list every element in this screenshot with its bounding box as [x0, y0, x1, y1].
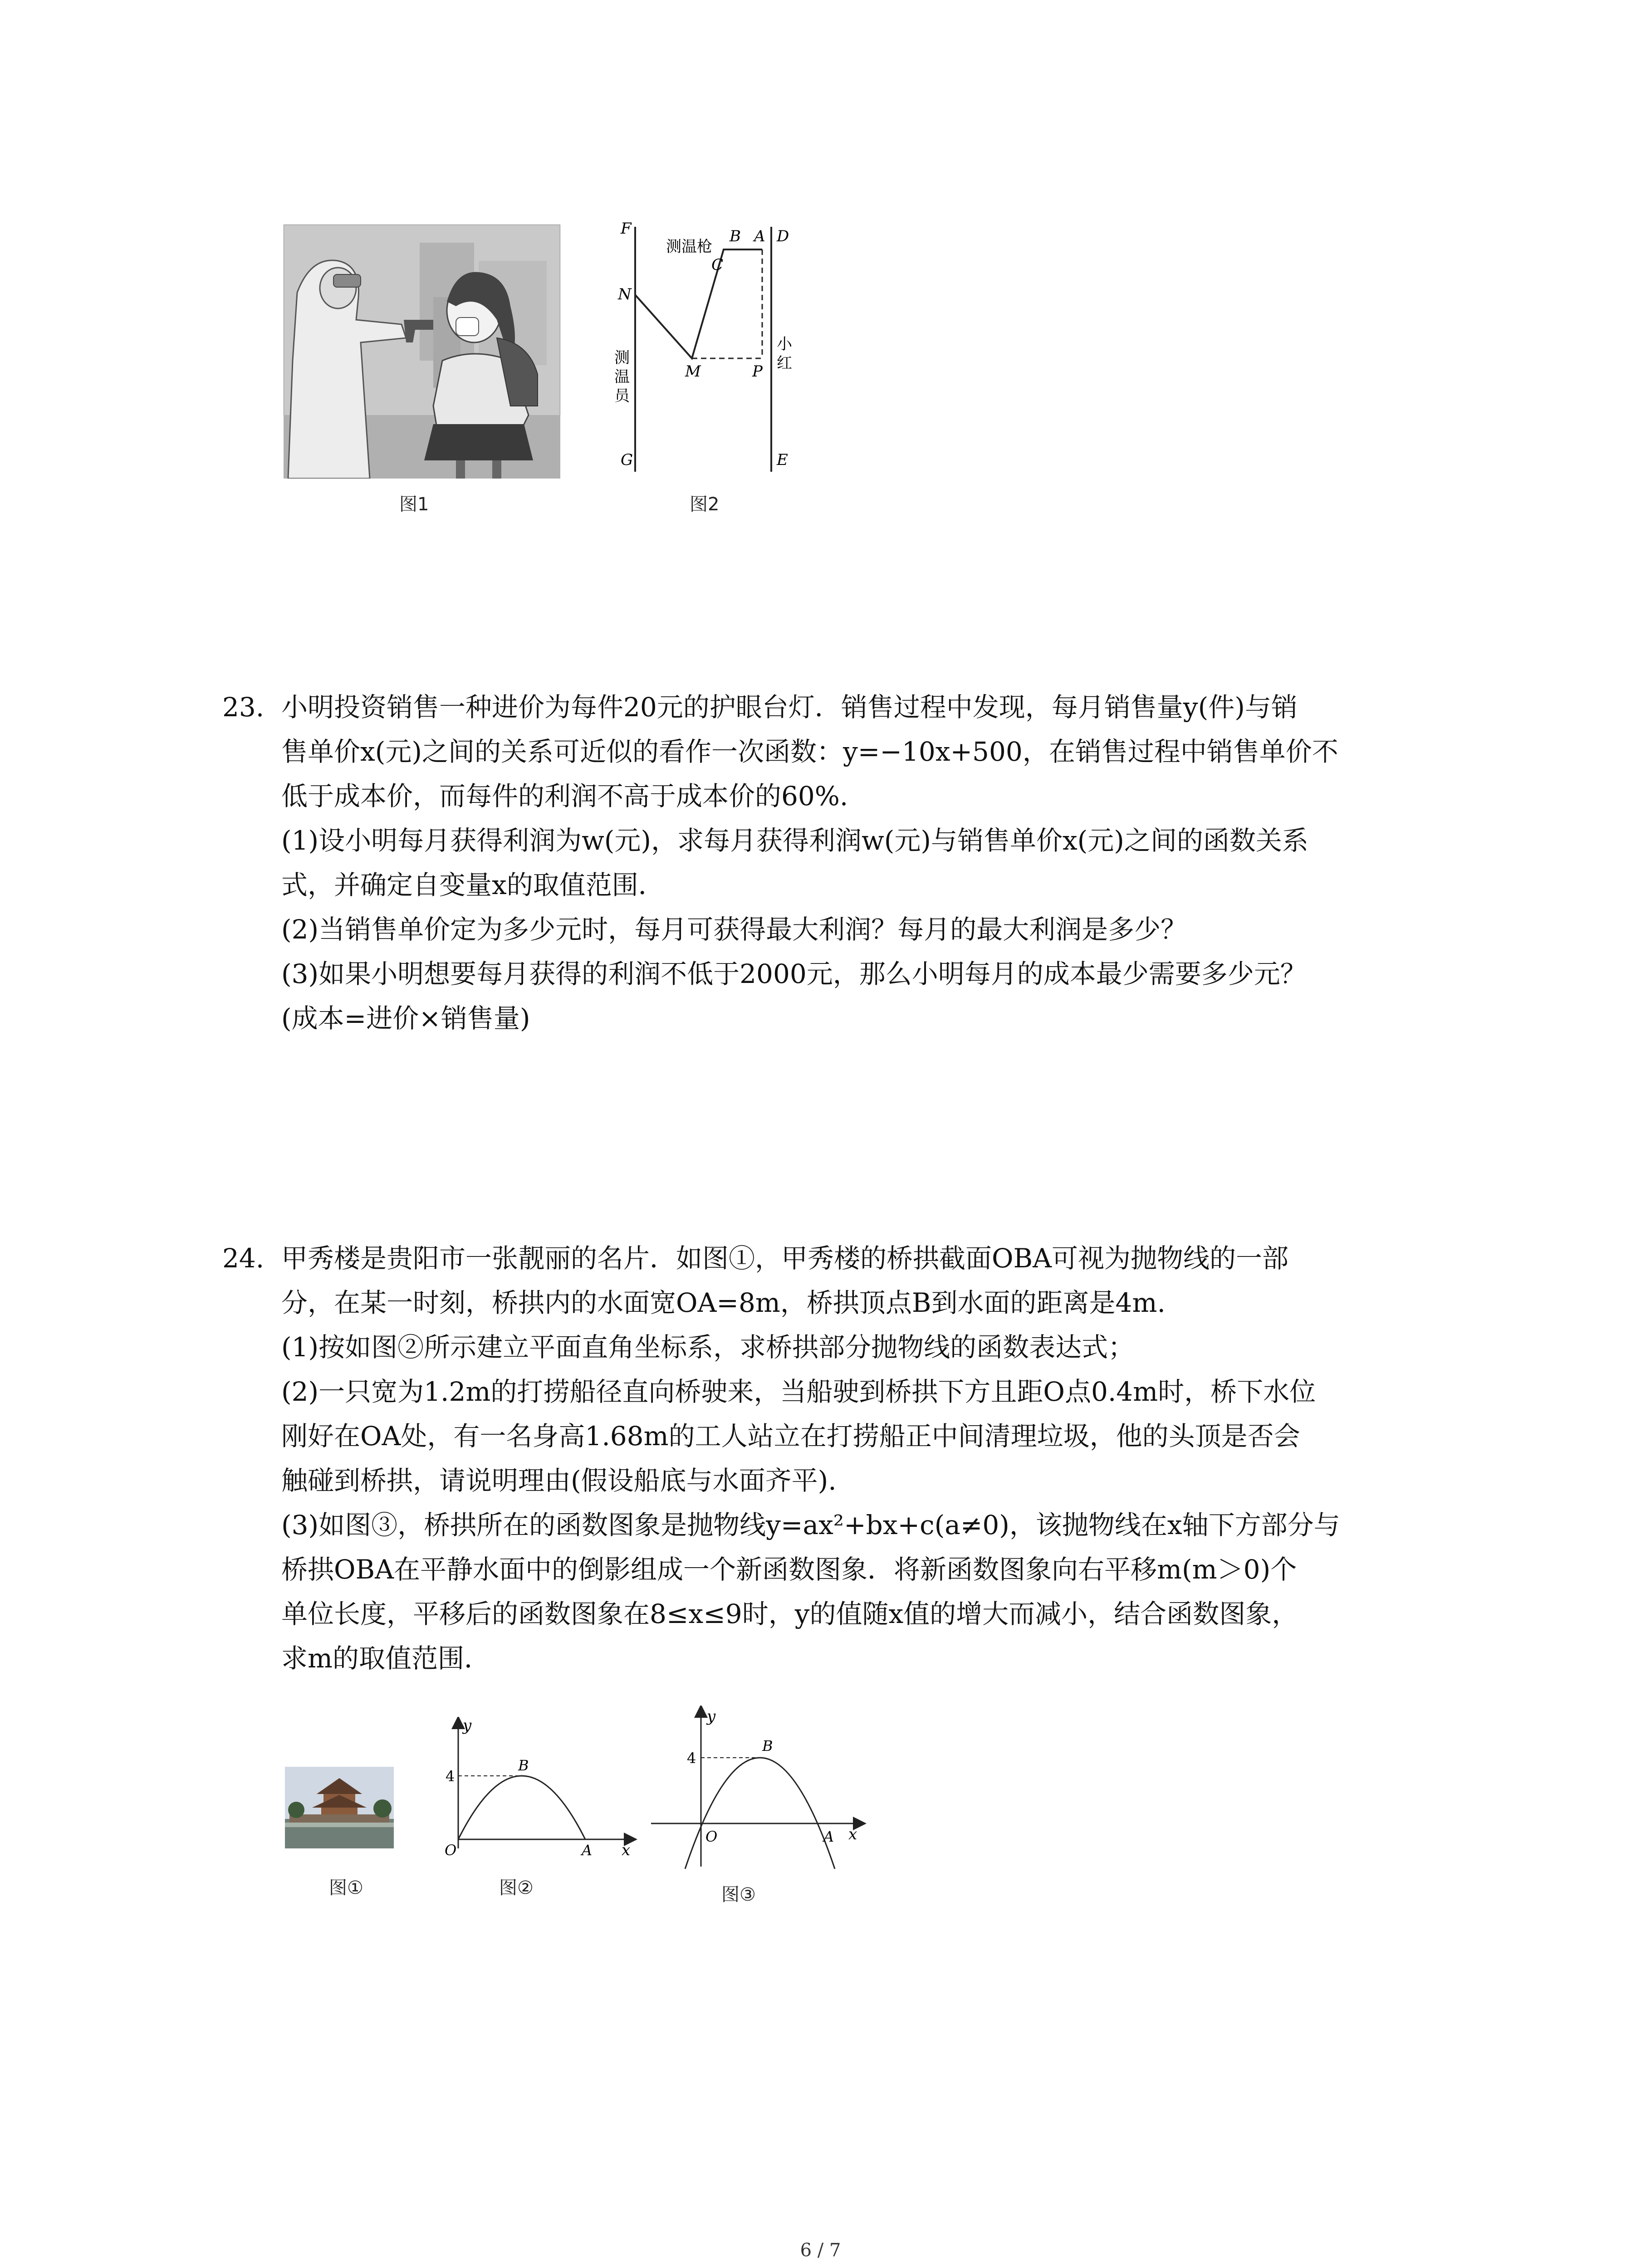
label-staff-1: 测 — [614, 349, 630, 367]
q23-stem-line-1: 小明投资销售一种进价为每件20元的护眼台灯．销售过程中发现，每月销售量y(件)与销 — [281, 692, 1298, 723]
question-23 — [222, 685, 1456, 1041]
point-b: B — [762, 1737, 773, 1755]
q23-part-1-line-1: (1)设小明每月获得利润为w(元)，求每月获得利润w(元)与销售单价x(元)之间的函数关系 — [281, 825, 1308, 856]
q24-part-1: (1)按如图②所示建立平面直角坐标系，求桥拱部分抛物线的函数表达式； — [281, 1332, 1135, 1363]
q24-part-2-line-2: 刚好在OA处，有一名身高1.68m的工人站立在打捞船正中间清理垃圾，他的头顶是否会 — [281, 1421, 1300, 1452]
tick-4: 4 — [446, 1768, 455, 1785]
y-label: y — [463, 1717, 472, 1735]
label-gun: 测温枪 — [666, 238, 712, 256]
q24-part-3-line-2: 桥拱OBA在平静水面中的倒影组成一个新函数图象．将新函数图象向右平移m(m＞0)个 — [281, 1554, 1297, 1585]
parabola-curve — [685, 1758, 835, 1869]
label-g: G — [621, 451, 633, 469]
figure-1 — [284, 225, 560, 479]
figure-2-caption: 图2 — [690, 494, 720, 515]
figure-2 — [608, 218, 808, 476]
label-m: M — [685, 362, 701, 381]
label-girl-2: 红 — [777, 354, 792, 372]
label-e: E — [777, 451, 788, 469]
parabola-graph-2 — [436, 1717, 640, 1862]
label-f: F — [621, 220, 632, 238]
q24-part-3-line-3: 单位长度，平移后的函数图象在8≤x≤9时，y的值随x值的增大而减小，结合函数图象， — [281, 1598, 1298, 1629]
figure-circled-1 — [285, 1767, 394, 1848]
figure-2-diagram — [608, 218, 808, 476]
question-24 — [222, 1236, 1456, 1681]
point-a: A — [823, 1828, 834, 1845]
q24-part-3-line-1: (3)如图③，桥拱所在的函数图象是抛物线y=ax²+bx+c(a≠0)，该抛物线在x轴下方部分与 — [281, 1510, 1340, 1540]
tick-4: 4 — [687, 1750, 696, 1767]
label-staff-3: 员 — [614, 387, 630, 405]
origin-o: O — [445, 1842, 457, 1859]
q23-part-3-line-1: (3)如果小明想要每月获得的利润不低于2000元，那么小明每月的成本最少需要多少元？ — [281, 958, 1307, 989]
q23-part-2: (2)当销售单价定为多少元时，每月可获得最大利润？每月的最大利润是多少？ — [281, 914, 1187, 945]
q24-stem-line-2: 分，在某一时刻，桥拱内的水面宽OA=8m，桥拱顶点B到水面的距离是4m. — [281, 1287, 1166, 1318]
figure-circled-3 — [649, 1706, 867, 1873]
parabola-graph-3 — [649, 1706, 867, 1873]
figure-circled-3-caption: 图③ — [721, 1884, 756, 1905]
q24-part-2-line-1: (2)一只宽为1.2m的打捞船径直向桥驶来，当船驶到桥拱下方且距O点0.4m时，桥下水位 — [281, 1376, 1316, 1407]
label-a: A — [754, 227, 765, 245]
label-d: D — [777, 227, 789, 245]
origin-o: O — [705, 1828, 718, 1845]
label-c: C — [711, 256, 724, 274]
label-p: P — [752, 362, 763, 381]
point-a: A — [582, 1842, 593, 1859]
figure-1-illustration — [284, 225, 560, 479]
label-girl-1: 小 — [777, 335, 792, 353]
question-23-number: 23. — [222, 692, 265, 723]
q23-part-3-line-2: (成本=进价×销售量) — [281, 1003, 530, 1034]
pavilion-photo — [285, 1767, 394, 1848]
page-number: 6 / 7 — [800, 2240, 841, 2261]
label-n: N — [618, 285, 632, 303]
figure-circled-2 — [436, 1717, 640, 1862]
q23-part-1-line-2: 式，并确定自变量x的取值范围． — [281, 870, 665, 900]
question-24-number: 24. — [222, 1243, 265, 1274]
y-label: y — [707, 1707, 716, 1725]
q23-stem-line-2: 售单价x(元)之间的关系可近似的看作一次函数：y=−10x+500，在销售过程中销售单价不 — [281, 736, 1338, 767]
arch-curve — [458, 1776, 585, 1839]
q24-part-2-line-3: 触碰到桥拱，请说明理由(假设船底与水面齐平). — [281, 1465, 837, 1496]
point-b: B — [518, 1757, 529, 1774]
figure-circled-1-caption: 图① — [329, 1877, 363, 1898]
label-staff-2: 温 — [614, 368, 630, 386]
q24-stem-line-1: 甲秀楼是贵阳市一张靓丽的名片．如图①，甲秀楼的桥拱截面OBA可视为抛物线的一部 — [281, 1243, 1289, 1274]
q24-part-3-line-4: 求m的取值范围． — [281, 1643, 490, 1674]
figure-1-caption: 图1 — [399, 494, 429, 515]
label-b: B — [730, 227, 741, 245]
x-label: x — [848, 1825, 857, 1843]
x-label: x — [622, 1841, 631, 1859]
q23-stem-line-3: 低于成本价，而每件的利润不高于成本价的60%. — [281, 781, 848, 811]
figure-circled-2-caption: 图② — [499, 1877, 534, 1898]
